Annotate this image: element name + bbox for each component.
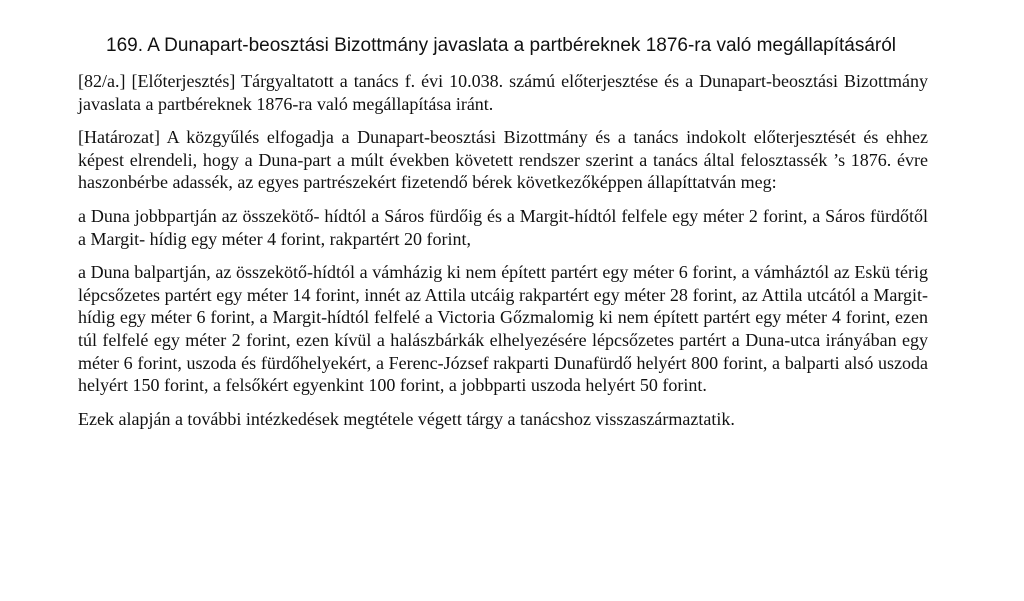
paragraph-right-bank: a Duna jobbpartján az összekötő- hídtól a Sáros fürdőig és a Margit-hídtól felfele egy méter 2 forint, a Sáros fürdőtől a Margit- hídig egy méter 4 forint, rakpartért 20 forint, xyxy=(78,205,928,249)
paragraph-left-bank: a Duna balpartján, az összekötő-hídtól a vámházig ki nem épített partért egy méter 6 forint, a vámháztól az Eskü térig lépcsőzetes partért egy méter 14 forint, innét az Attila utcáig rakpartért egy méter 28 forint, az Attila utcától a Margit-hídig egy méter 6 forint, a Margit-hídtól felfelé a Victoria Gőzmalomig ki nem épített partért egy méter 4 forint, ezen túl felfelé egy méter 2 forint, ezen kívül a halászbárkák elhelyezésére lépcsőzetes partért a Duna-utca irányában egy méter 6 forint, uszoda és fürdőhelyekért, a Ferenc-József rakparti Dunafürdő helyért 800 forint, a balparti alsó uszoda helyért 150 forint, a felsőkért egyenkint 100 forint, a jobbparti uszoda helyért 50 forint. xyxy=(78,262,928,396)
paragraph-conclusion: Ezek alapján a további intézkedések megtétele végett tárgy a tanácshoz visszaszármaztatik. xyxy=(78,408,735,429)
paragraph-resolution: [Határozat] A közgyűlés elfogadja a Dunapart-beosztási Bizottmány és a tanács indokolt előterjesztését és ehhez képest elrendeli, hogy a Duna-part a múlt években követett rendszer szerint a tanács által felosztassék ’s 1876. évre haszonbérbe adassék, az egyes partrészekért fizetendő bérek következőképpen állapíttatván meg: xyxy=(78,127,928,193)
paragraph-proposal: [82/a.] [Előterjesztés] Tárgyaltatott a tanács f. évi 10.038. számú előterjesztése és a Dunapart-beosztási Bizottmány javaslata a partbéreknek 1876-ra való megállapítása iránt. xyxy=(78,71,928,114)
document-page xyxy=(78,34,928,441)
document-title: 169. A Dunapart-beosztási Bizottmány javaslata a partbéreknek 1876-ra való megállapításáról xyxy=(106,35,897,56)
